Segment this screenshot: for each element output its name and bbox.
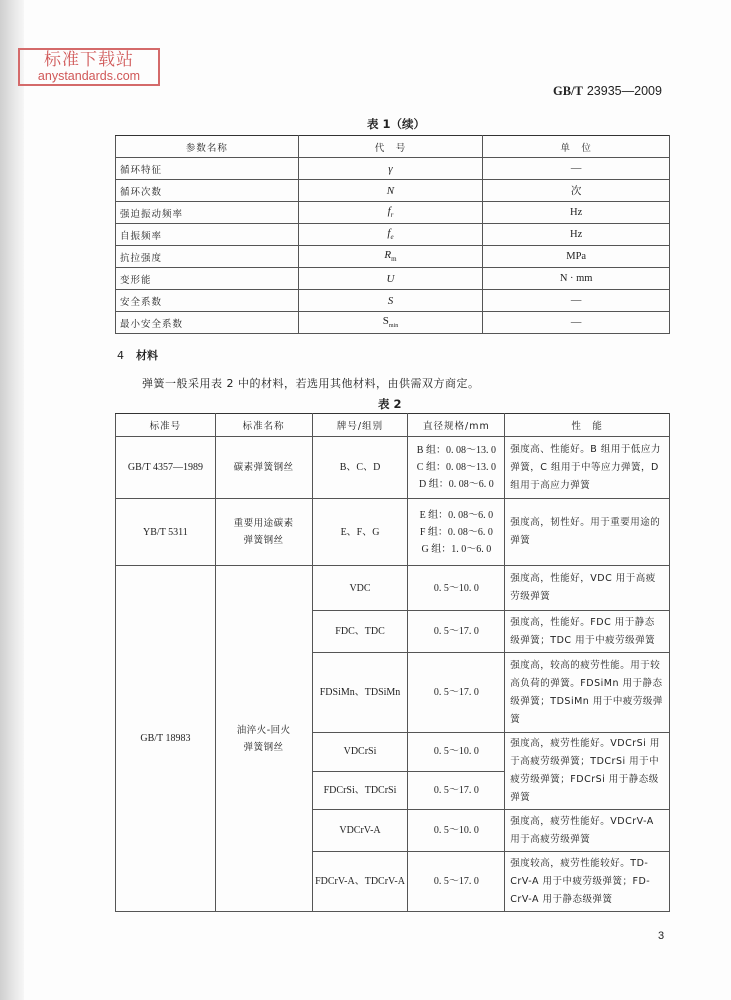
param-code-sub: min xyxy=(388,323,399,330)
table-row xyxy=(116,202,670,224)
table2-caption: 表 2 xyxy=(378,397,402,411)
table-row xyxy=(116,158,670,180)
performance: 强度高，疲劳性能好。VDCrV-A 用于高疲劳级弹簧 xyxy=(505,810,670,852)
param-code-base: f xyxy=(387,205,391,218)
performance: 强度高，较高的疲劳性能。用于较高负荷的弹簧。FDSiMn 用于静态级弹簧；TDSiMn 用于中疲劳级弹簧 xyxy=(505,653,670,733)
standard-prefix: GB/T xyxy=(553,84,583,98)
scan-edge-shadow xyxy=(0,0,24,1000)
std-name: 碳素弹簧钢丝 xyxy=(215,437,312,499)
performance: 强度高，性能好，VDC 用于高疲劳级弹簧 xyxy=(505,566,670,611)
param-code-sub: r xyxy=(390,211,394,220)
param-unit: MPa xyxy=(483,246,670,268)
table-row xyxy=(116,246,670,268)
param-unit: Hz xyxy=(483,224,670,246)
std-name xyxy=(215,499,312,566)
grade: FDCrSi、TDCrSi xyxy=(312,771,408,810)
param-code-sub: m xyxy=(391,255,397,264)
standard-header xyxy=(553,83,662,99)
performance: 强度高、性能好。B 组用于低应力弹簧，C 组用于中等应力弹簧，D 组用于高应力弹簧 xyxy=(505,437,670,499)
table-row xyxy=(116,180,670,202)
std-name-line: 弹簧钢丝 xyxy=(243,741,284,753)
table-row xyxy=(116,224,670,246)
param-code-base: R xyxy=(384,249,392,262)
param-code: γ xyxy=(298,158,483,180)
performance: 强度高，疲劳性能好。VDCrSi 用于高疲劳级弹簧；TDCrSi 用于中疲劳级弹簧；FDCrSi 用于静态级弹簧 xyxy=(505,733,670,810)
diameter: 0. 5～10. 0 xyxy=(408,733,505,772)
diameter-line: F 组：0. 08～6. 0 xyxy=(419,526,493,538)
param-unit: 次 xyxy=(483,180,670,202)
std-number: GB/T 4357—1989 xyxy=(116,437,216,499)
diameter: 0. 5～17. 0 xyxy=(408,653,505,733)
standard-number: 23935—2009 xyxy=(586,84,662,98)
std-name-line: 重要用途碳素 xyxy=(233,518,294,529)
param-unit: — xyxy=(483,290,670,312)
param-name: 自振频率 xyxy=(116,224,299,246)
body-paragraph: 弹簧一般采用表 2 中的材料，若选用其他材料，由供需双方商定。 xyxy=(142,377,480,390)
param-name: 循环次数 xyxy=(116,180,299,202)
param-name: 变形能 xyxy=(116,268,299,290)
diameter xyxy=(408,437,505,499)
diameter: 0. 5～17. 0 xyxy=(408,771,505,810)
performance: 强度高，韧性好。用于重要用途的弹簧 xyxy=(505,499,670,566)
watermark-stamp xyxy=(18,48,160,86)
param-unit: — xyxy=(483,312,670,334)
grade: E、F、G xyxy=(312,499,408,566)
watermark-en: anystandards.com xyxy=(37,69,141,83)
param-code-base: f xyxy=(387,227,391,240)
param-unit: — xyxy=(483,158,670,180)
grade: VDC xyxy=(312,566,408,611)
grade: B、C、D xyxy=(312,437,408,499)
param-code xyxy=(298,312,483,334)
diameter: 0. 5～17. 0 xyxy=(408,852,505,912)
grade: FDC、TDC xyxy=(312,611,408,653)
page-number: 3 xyxy=(658,930,665,942)
diameter-line: D 组：0. 08～6. 0 xyxy=(419,479,494,490)
watermark-cn: 标准下载站 xyxy=(44,50,134,70)
param-code xyxy=(298,246,483,268)
table-row xyxy=(116,499,670,566)
param-code: S xyxy=(298,290,483,312)
grade: FDCrV-A、TDCrV-A xyxy=(312,852,408,912)
table-row xyxy=(116,290,670,312)
table2-col-grade: 牌号/组别 xyxy=(312,414,408,437)
diameter: 0. 5～17. 0 xyxy=(408,611,505,653)
param-name: 抗拉强度 xyxy=(116,246,299,268)
table1-header-row xyxy=(116,136,670,158)
grade: VDCrSi xyxy=(312,733,408,772)
param-code xyxy=(298,224,483,246)
std-number: YB/T 5311 xyxy=(116,499,216,566)
table2-col-diameter: 直径规格/mm xyxy=(408,414,505,437)
std-name-line: 弹簧钢丝 xyxy=(243,535,284,546)
diameter xyxy=(408,499,505,566)
table1-col-code: 代 号 xyxy=(298,136,483,158)
table2-col-performance: 性 能 xyxy=(505,414,670,437)
param-unit: N · mm xyxy=(483,268,670,290)
param-name: 强迫振动频率 xyxy=(116,202,299,224)
std-name xyxy=(215,566,312,912)
table-row xyxy=(116,312,670,334)
diameter-line: G 组：1. 0～6. 0 xyxy=(421,543,492,555)
section-heading xyxy=(117,347,158,363)
diameter: 0. 5～10. 0 xyxy=(408,810,505,852)
grade: FDSiMn、TDSiMn xyxy=(312,653,408,733)
table2-header-row xyxy=(116,414,670,437)
diameter-line: B 组：0. 08～13. 0 xyxy=(416,445,496,456)
param-name: 最小安全系数 xyxy=(116,312,299,334)
table1-caption: 表 1（续） xyxy=(367,117,426,131)
param-code-base: S xyxy=(382,315,389,328)
table-row xyxy=(116,268,670,290)
table-row xyxy=(116,437,670,499)
table-row xyxy=(116,566,670,611)
performance: 强度较高，疲劳性能较好。TD-CrV-A 用于中疲劳级弹簧；FD-CrV-A 用于静态级弹簧 xyxy=(505,852,670,912)
table1-col-unit: 单 位 xyxy=(483,136,670,158)
param-name: 循环特征 xyxy=(116,158,299,180)
table1-col-name: 参数名称 xyxy=(116,136,299,158)
param-unit: Hz xyxy=(483,202,670,224)
table2 xyxy=(115,413,670,912)
param-code xyxy=(298,202,483,224)
table1 xyxy=(115,135,670,334)
diameter-line: C 组：0. 08～13. 0 xyxy=(416,462,496,473)
grade: VDCrV-A xyxy=(312,810,408,852)
std-number: GB/T 18983 xyxy=(116,566,216,912)
param-name: 安全系数 xyxy=(116,290,299,312)
diameter-line: E 组：0. 08～6. 0 xyxy=(419,509,494,521)
param-code-sub: e xyxy=(390,233,394,242)
param-code: U xyxy=(298,268,483,290)
table2-col-name: 标准名称 xyxy=(215,414,312,437)
section-number: 4 xyxy=(117,349,124,362)
param-code: N xyxy=(298,180,483,202)
table2-col-std: 标准号 xyxy=(116,414,216,437)
performance: 强度高，性能好。FDC 用于静态级弹簧；TDC 用于中疲劳级弹簧 xyxy=(505,611,670,653)
diameter: 0. 5～10. 0 xyxy=(408,566,505,611)
section-title: 材料 xyxy=(136,349,158,362)
std-name-line: 油淬火-回火 xyxy=(236,724,291,736)
